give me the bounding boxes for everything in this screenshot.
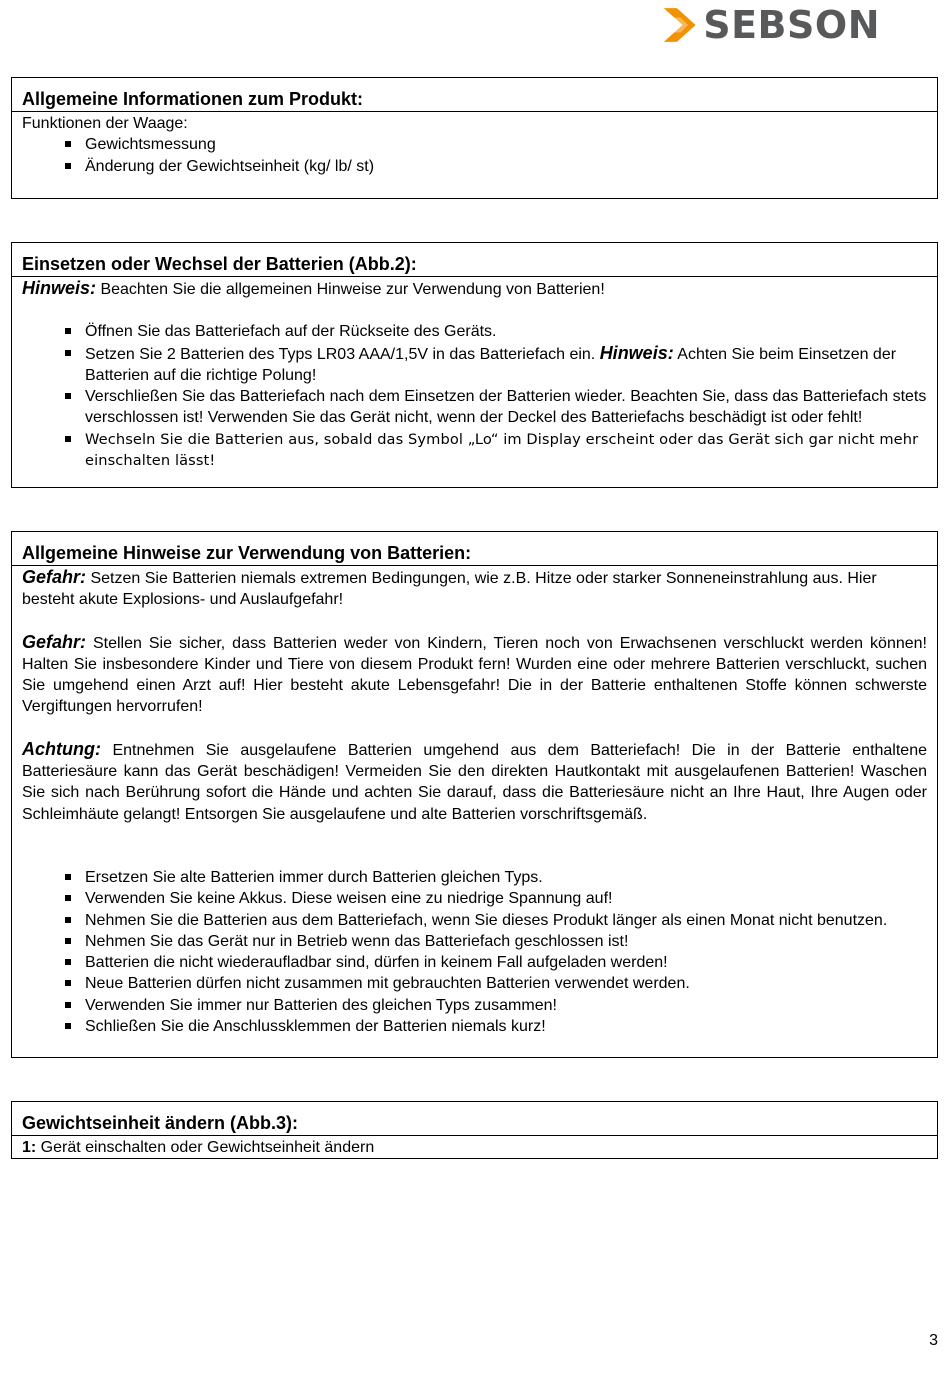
hint-text: Beachten Sie die allgemeinen Hinweise zur Verwendung von Batterien! — [96, 281, 605, 298]
warning-label: Gefahr: — [22, 567, 87, 587]
list-item: Verwenden Sie immer nur Batterien des gleichen Typs zusammen! — [22, 995, 927, 1016]
hint-label: Hinweis: — [599, 342, 674, 363]
functions-list — [22, 134, 927, 177]
caution-paragraph — [22, 739, 927, 825]
caution-text: Entnehmen Sie ausgelaufene Batterien umgehend aus dem Batteriefach! Die in der Batterie enthaltene Batteriesäure kann das Gerät beschädigen! Vermeiden Sie den direkten Hautkontakt mit ausgelaufenen Batterien! Waschen Sie sich nach Berührung sofort die Hände und achten Sie darauf, dass die Batteriesäure nicht an Ihre Haut, Ihre Augen oder Schleimhäute gelangt! Entsorgen Sie ausgelaufene und alte Batterien vorschriftsgemäß. — [22, 741, 927, 823]
caution-label: Achtung: — [22, 738, 101, 759]
functions-intro: Funktionen der Waage: — [22, 115, 188, 132]
warning-paragraph — [22, 632, 927, 718]
section-product-info — [11, 77, 938, 199]
list-item: Batterien die nicht wiederaufladbar sind, dürfen in keinem Fall aufgeladen werden! — [22, 952, 927, 973]
logo-text: SEBSON — [703, 3, 880, 47]
list-item: Verschließen Sie das Batteriefach nach dem Einsetzen der Batterien wieder. Beachten Sie, dass das Batteriefach stets verschlossen ist! Verwenden Sie das Gerät nicht, wenn der Deckel des Batteriefachs beschädigt ist oder fehlt! — [22, 386, 927, 429]
section-battery-insert — [11, 242, 938, 488]
warning-paragraph — [22, 567, 927, 611]
chevron-logo-icon — [660, 5, 701, 45]
section-title: Einsetzen oder Wechsel der Batterien (Abb.2): — [12, 243, 937, 277]
step-text: Achten Sie beim Einsetzen der Batterien auf die richtige Polung! — [85, 345, 897, 384]
list-item: Öffnen Sie das Batteriefach auf der Rückseite des Geräts. — [22, 321, 927, 342]
hint-label: Hinweis: — [22, 278, 97, 298]
list-item — [22, 343, 927, 387]
sebson-logo — [660, 4, 880, 46]
section-weight-unit — [11, 1101, 938, 1159]
list-item: Verwenden Sie keine Akkus. Diese weisen eine zu niedrige Spannung auf! — [22, 888, 927, 909]
page-number: 3 — [929, 1332, 938, 1349]
step-text: Gerät einschalten oder Gewichtseinheit ändern — [36, 1139, 375, 1156]
section-title: Allgemeine Informationen zum Produkt: — [12, 78, 937, 112]
step-number: 1: — [22, 1139, 37, 1156]
list-item: Nehmen Sie die Batterien aus dem Batteriefach, wenn Sie dieses Produkt länger als einen Monat nicht benutzen. — [22, 910, 927, 931]
battery-steps-list — [22, 321, 927, 471]
list-item: Änderung der Gewichtseinheit (kg/ lb/ st) — [22, 156, 927, 177]
step-text: Setzen Sie 2 Batterien des Typs LR03 AAA/1,5V in das Batteriefach ein. — [85, 345, 600, 363]
section-title: Gewichtseinheit ändern (Abb.3): — [12, 1102, 937, 1136]
list-item: Schließen Sie die Anschlussklemmen der Batterien niemals kurz! — [22, 1016, 927, 1037]
section-battery-general — [11, 531, 938, 1058]
step-paragraph — [22, 1137, 927, 1158]
warning-text: Setzen Sie Batterien niemals extremen Bedingungen, wie z.B. Hitze oder starker Sonneneinstrahlung aus. Hier besteht akute Explosions- und Auslaufgefahr! — [22, 570, 877, 609]
warning-text: Stellen Sie sicher, dass Batterien weder von Kindern, Tieren noch von Erwachsenen verschluckt werden können! Halten Sie insbesondere Kinder und Tiere von diesem Produkt fern! Wurden eine oder mehrere Batterien verschluckt, suchen Sie umgehend einen Arzt auf! Hier besteht akute Lebensgefahr! Die in der Batterie enthaltenen Stoffe können schwerste Vergiftungen hervorrufen! — [22, 634, 927, 716]
hint-paragraph — [22, 278, 927, 300]
section-title: Allgemeine Hinweise zur Verwendung von Batterien: — [12, 532, 937, 566]
warning-label: Gefahr: — [22, 631, 87, 652]
list-item: Wechseln Sie die Batterien aus, sobald das Symbol „Lo“ im Display erscheint oder das Gerät sich gar nicht mehr einschalten lässt! — [22, 429, 927, 472]
list-item: Neue Batterien dürfen nicht zusammen mit gebrauchten Batterien verwendet werden. — [22, 973, 927, 994]
list-item: Gewichtsmessung — [22, 134, 927, 155]
list-item: Ersetzen Sie alte Batterien immer durch Batterien gleichen Typs. — [22, 867, 927, 888]
battery-rules-list — [22, 867, 927, 1037]
list-item: Nehmen Sie das Gerät nur in Betrieb wenn das Batteriefach geschlossen ist! — [22, 931, 927, 952]
